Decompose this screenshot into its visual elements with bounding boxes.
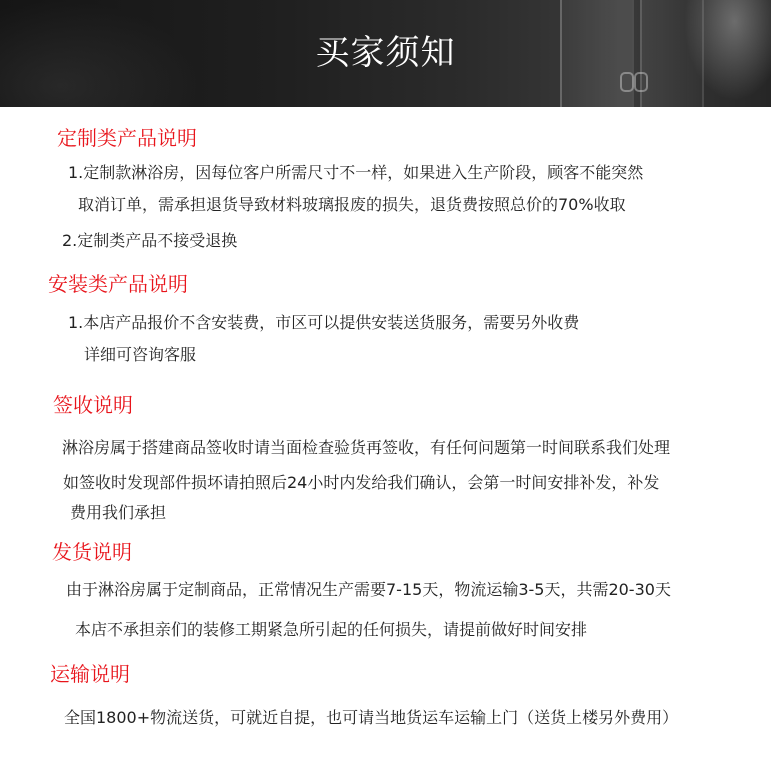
header-banner bbox=[0, 0, 771, 107]
section-line: 详细可咨询客服 bbox=[84, 345, 197, 364]
section-line: 1.定制款淋浴房，因每位客户所需尺寸不一样，如果进入生产阶段，顾客不能突然 bbox=[68, 163, 644, 182]
section-title-installation: 安装类产品说明 bbox=[48, 272, 188, 296]
section-title-custom-products: 定制类产品说明 bbox=[57, 126, 197, 150]
section-title-transport: 运输说明 bbox=[50, 662, 130, 686]
section-line: 1.本店产品报价不含安装费，市区可以提供安装送货服务，需要另外收费 bbox=[68, 313, 580, 332]
section-line: 取消订单，需承担退货导致材料玻璃报废的损失，退货费按照总价的70%收取 bbox=[78, 195, 626, 214]
section-title-receipt: 签收说明 bbox=[53, 393, 133, 417]
section-line: 2.定制类产品不接受退换 bbox=[62, 231, 238, 250]
page-title: 买家须知 bbox=[315, 33, 456, 73]
section-line: 由于淋浴房属于定制商品，正常情况生产需要7-15天，物流运输3-5天，共需20-30天 bbox=[66, 580, 671, 599]
section-line: 费用我们承担 bbox=[70, 503, 167, 522]
section-line: 全国1800+物流送货，可就近自提，也可请当地货运车运输上门（送货上楼另外费用） bbox=[64, 708, 679, 727]
section-title-shipping: 发货说明 bbox=[52, 540, 132, 564]
section-line: 本店不承担亲们的装修工期紧急所引起的任何损失，请提前做好时间安排 bbox=[75, 620, 588, 639]
section-line: 如签收时发现部件损坏请拍照后24小时内发给我们确认，会第一时间安排补发，补发 bbox=[63, 473, 660, 492]
section-line: 淋浴房属于搭建商品签收时请当面检查验货再签收，有任何问题第一时间联系我们处理 bbox=[62, 438, 671, 457]
